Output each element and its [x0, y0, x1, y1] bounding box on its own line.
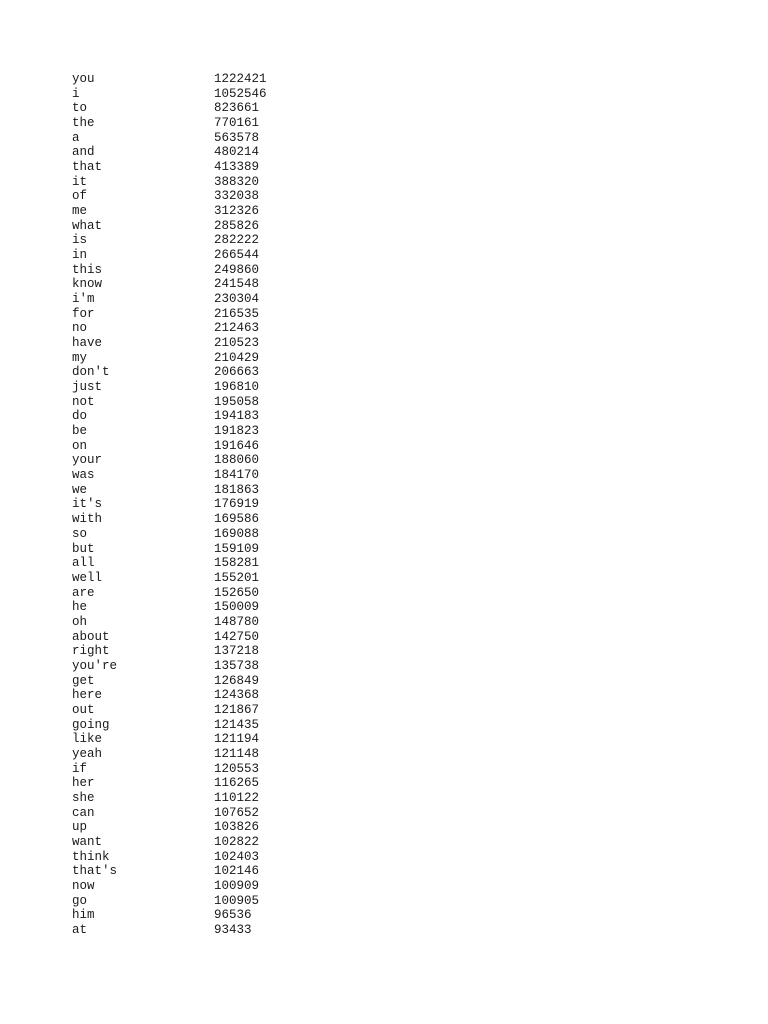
word-cell: your	[72, 453, 103, 468]
list-item	[72, 806, 294, 821]
word-cell: go	[72, 893, 88, 908]
list-item	[72, 864, 294, 879]
list-item	[72, 512, 294, 527]
list-item	[72, 424, 294, 439]
word-cell: all	[72, 556, 95, 571]
count-cell: 126849	[214, 673, 260, 688]
list-item	[72, 615, 294, 630]
count-cell: 150009	[214, 600, 260, 615]
count-cell: 563578	[214, 130, 260, 145]
list-item	[72, 175, 294, 190]
list-item	[72, 101, 294, 116]
count-cell: 102822	[214, 834, 260, 849]
list-item	[72, 307, 294, 322]
count-cell: 388320	[214, 174, 260, 189]
word-cell: was	[72, 468, 95, 483]
list-item	[72, 453, 294, 468]
count-cell: 249860	[214, 262, 260, 277]
list-item	[72, 233, 294, 248]
word-cell: this	[72, 262, 103, 277]
count-cell: 110122	[214, 790, 260, 805]
word-cell: at	[72, 922, 88, 937]
count-cell: 135738	[214, 658, 260, 673]
count-cell: 124368	[214, 688, 260, 703]
list-item	[72, 497, 294, 512]
word-cell: it	[72, 174, 88, 189]
list-item	[72, 644, 294, 659]
count-cell: 184170	[214, 468, 260, 483]
list-item	[72, 762, 294, 777]
count-cell: 137218	[214, 644, 260, 659]
word-cell: yeah	[72, 746, 103, 761]
list-item	[72, 879, 294, 894]
list-item	[72, 409, 294, 424]
count-cell: 148780	[214, 614, 260, 629]
word-cell: so	[72, 526, 88, 541]
list-item	[72, 351, 294, 366]
count-cell: 266544	[214, 248, 260, 263]
word-cell: my	[72, 350, 88, 365]
count-cell: 120553	[214, 761, 260, 776]
word-cell: want	[72, 834, 103, 849]
list-item	[72, 556, 294, 571]
count-cell: 181863	[214, 482, 260, 497]
list-item	[72, 688, 294, 703]
count-cell: 103826	[214, 820, 260, 835]
word-cell: going	[72, 717, 110, 732]
word-cell: be	[72, 424, 88, 439]
count-cell: 480214	[214, 145, 260, 160]
word-cell: her	[72, 776, 95, 791]
count-cell: 107652	[214, 805, 260, 820]
count-cell: 169088	[214, 526, 260, 541]
word-cell: right	[72, 644, 110, 659]
word-cell: not	[72, 394, 95, 409]
list-item	[72, 292, 294, 307]
word-cell: that's	[72, 864, 118, 879]
list-item	[72, 923, 294, 938]
count-cell: 1052546	[214, 86, 267, 101]
list-item	[72, 542, 294, 557]
count-cell: 102146	[214, 864, 260, 879]
word-cell: we	[72, 482, 88, 497]
word-cell: just	[72, 380, 103, 395]
count-cell: 210523	[214, 336, 260, 351]
list-item	[72, 263, 294, 278]
list-item	[72, 483, 294, 498]
list-item	[72, 835, 294, 850]
count-cell: 121435	[214, 717, 260, 732]
word-cell: you	[72, 72, 95, 86]
count-cell: 152650	[214, 585, 260, 600]
word-cell: the	[72, 116, 95, 131]
list-item	[72, 776, 294, 791]
list-item	[72, 380, 294, 395]
count-cell: 93433	[214, 922, 252, 937]
word-cell: him	[72, 908, 95, 923]
list-item	[72, 189, 294, 204]
count-cell: 332038	[214, 189, 260, 204]
word-cell: don't	[72, 365, 110, 380]
count-cell: 100905	[214, 893, 260, 908]
list-item	[72, 336, 294, 351]
word-cell: oh	[72, 614, 88, 629]
count-cell: 312326	[214, 204, 260, 219]
word-cell: do	[72, 409, 88, 424]
word-cell: like	[72, 732, 103, 747]
list-item	[72, 908, 294, 923]
list-item	[72, 131, 294, 146]
word-cell: out	[72, 702, 95, 717]
count-cell: 823661	[214, 101, 260, 116]
word-cell: up	[72, 820, 88, 835]
list-item	[72, 600, 294, 615]
word-cell: what	[72, 218, 103, 233]
count-cell: 216535	[214, 306, 260, 321]
count-cell: 96536	[214, 908, 252, 923]
count-cell: 194183	[214, 409, 260, 424]
count-cell: 121867	[214, 702, 260, 717]
list-item	[72, 116, 294, 131]
word-cell: with	[72, 512, 103, 527]
list-item	[72, 248, 294, 263]
list-item	[72, 277, 294, 292]
list-item	[72, 204, 294, 219]
word-frequency-list	[72, 72, 294, 938]
list-item	[72, 732, 294, 747]
word-cell: know	[72, 277, 103, 292]
list-item	[72, 321, 294, 336]
list-item	[72, 894, 294, 909]
word-cell: on	[72, 438, 88, 453]
list-item	[72, 718, 294, 733]
list-item	[72, 145, 294, 160]
word-cell: for	[72, 306, 95, 321]
count-cell: 1222421	[214, 72, 267, 86]
word-cell: think	[72, 849, 110, 864]
list-item	[72, 571, 294, 586]
count-cell: 770161	[214, 116, 260, 131]
word-cell: he	[72, 600, 88, 615]
word-cell: you're	[72, 658, 118, 673]
count-cell: 169586	[214, 512, 260, 527]
count-cell: 121194	[214, 732, 260, 747]
list-item	[72, 72, 294, 87]
count-cell: 413389	[214, 160, 260, 175]
count-cell: 155201	[214, 570, 260, 585]
count-cell: 100909	[214, 878, 260, 893]
list-item	[72, 659, 294, 674]
word-cell: in	[72, 248, 88, 263]
list-item	[72, 439, 294, 454]
list-item	[72, 674, 294, 689]
word-cell: it's	[72, 497, 103, 512]
list-item	[72, 703, 294, 718]
count-cell: 191823	[214, 424, 260, 439]
count-cell: 116265	[214, 776, 260, 791]
word-cell: are	[72, 585, 95, 600]
word-cell: to	[72, 101, 88, 116]
word-cell: well	[72, 570, 103, 585]
list-item	[72, 820, 294, 835]
list-item	[72, 791, 294, 806]
count-cell: 142750	[214, 629, 260, 644]
list-item	[72, 365, 294, 380]
count-cell: 196810	[214, 380, 260, 395]
count-cell: 230304	[214, 292, 260, 307]
list-item	[72, 468, 294, 483]
count-cell: 195058	[214, 394, 260, 409]
list-item	[72, 630, 294, 645]
word-cell: if	[72, 761, 88, 776]
word-cell: me	[72, 204, 88, 219]
word-cell: about	[72, 629, 110, 644]
list-item	[72, 527, 294, 542]
count-cell: 285826	[214, 218, 260, 233]
count-cell: 188060	[214, 453, 260, 468]
word-cell: have	[72, 336, 103, 351]
count-cell: 158281	[214, 556, 260, 571]
count-cell: 176919	[214, 497, 260, 512]
word-cell: i	[72, 86, 80, 101]
list-item	[72, 219, 294, 234]
list-item	[72, 87, 294, 102]
word-cell: can	[72, 805, 95, 820]
list-item	[72, 850, 294, 865]
word-cell: now	[72, 878, 95, 893]
count-cell: 212463	[214, 321, 260, 336]
word-cell: but	[72, 541, 95, 556]
count-cell: 159109	[214, 541, 260, 556]
word-cell: here	[72, 688, 103, 703]
word-cell: get	[72, 673, 95, 688]
word-cell: i'm	[72, 292, 95, 307]
word-cell: that	[72, 160, 103, 175]
word-cell: is	[72, 233, 88, 248]
count-cell: 206663	[214, 365, 260, 380]
count-cell: 241548	[214, 277, 260, 292]
list-item	[72, 160, 294, 175]
count-cell: 210429	[214, 350, 260, 365]
word-cell: of	[72, 189, 88, 204]
list-item	[72, 395, 294, 410]
word-cell: she	[72, 790, 95, 805]
count-cell: 282222	[214, 233, 260, 248]
word-cell: and	[72, 145, 95, 160]
count-cell: 121148	[214, 746, 260, 761]
list-item	[72, 747, 294, 762]
count-cell: 102403	[214, 849, 260, 864]
count-cell: 191646	[214, 438, 260, 453]
word-cell: no	[72, 321, 88, 336]
word-cell: a	[72, 130, 80, 145]
list-item	[72, 586, 294, 601]
